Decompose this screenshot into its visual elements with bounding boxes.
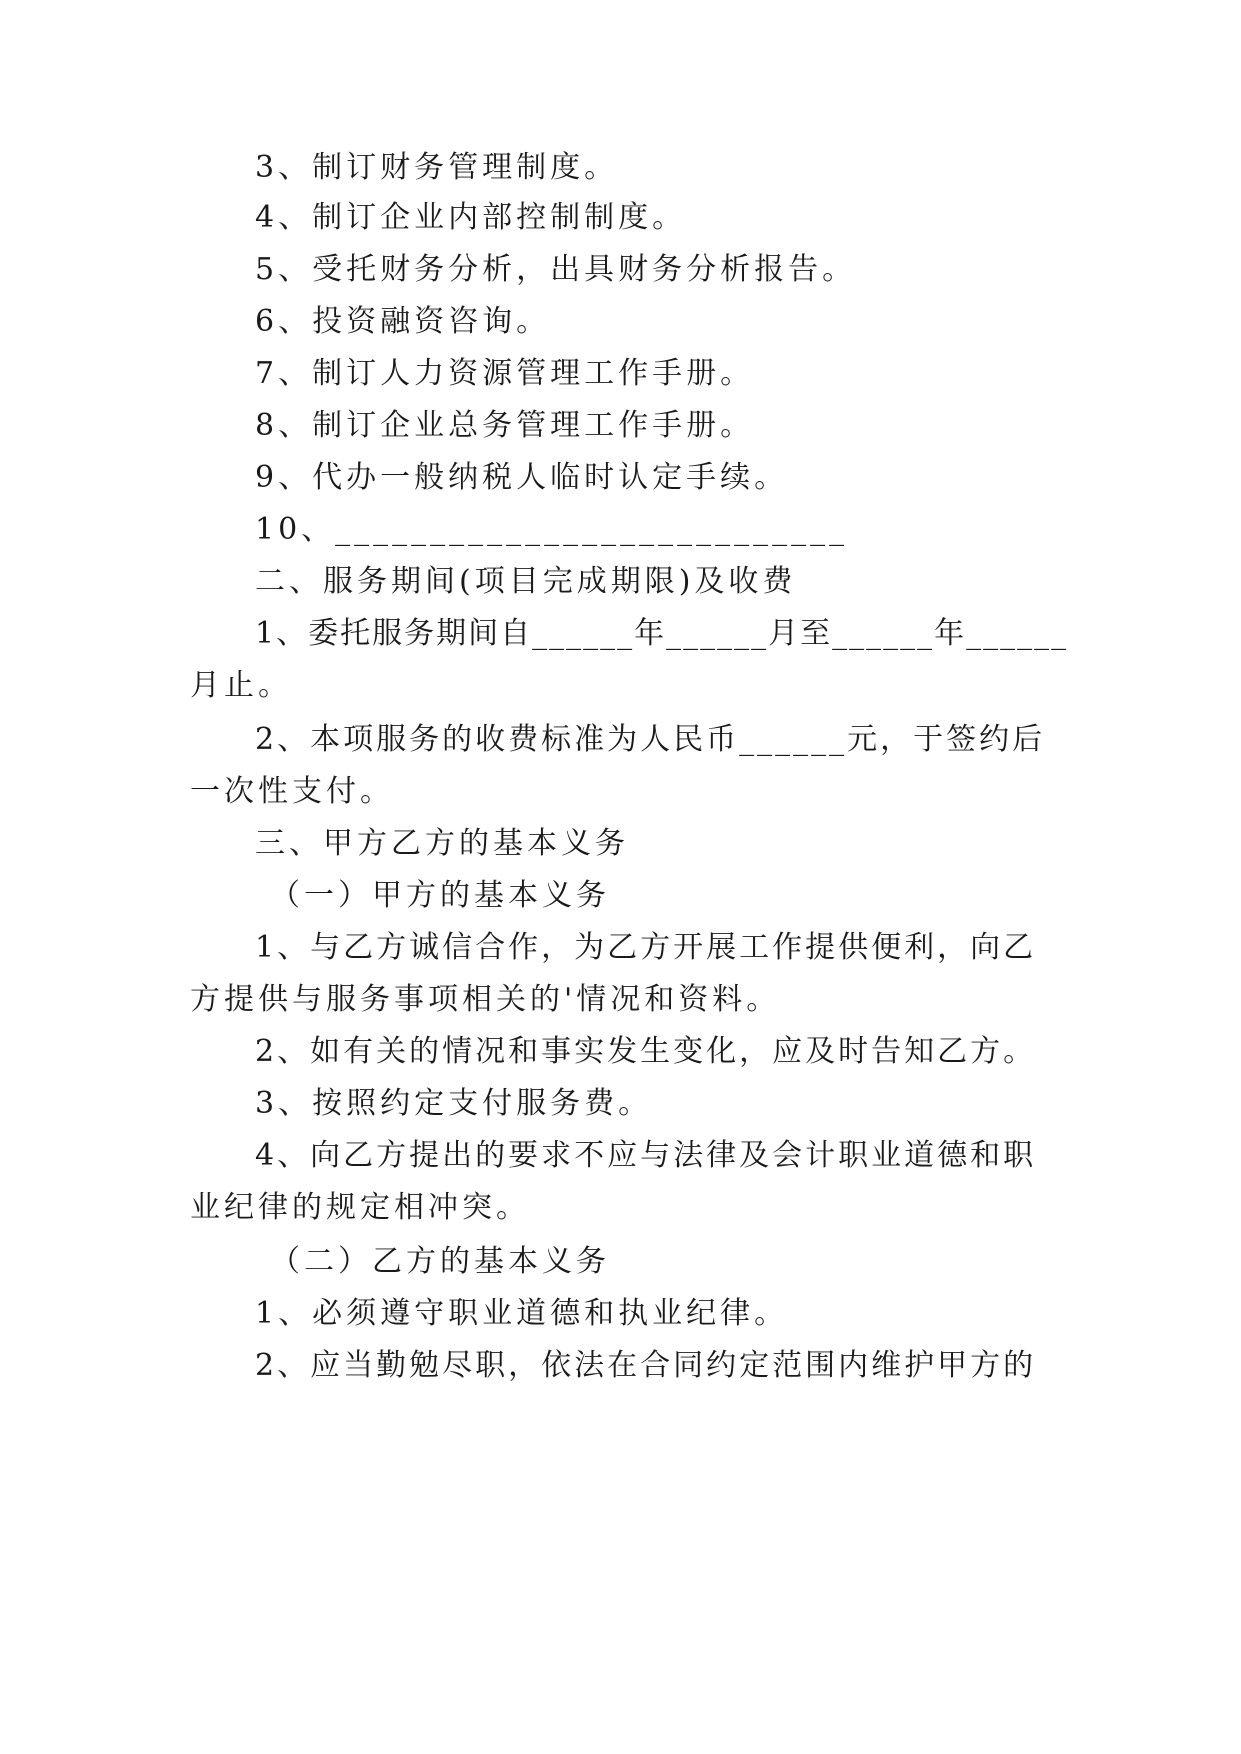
list-item-10: 10、___________________________ [255, 512, 849, 547]
list-item-9: 9、代办一般纳税人临时认定手续。 [255, 460, 789, 495]
list-item-8: 8、制订企业总务管理工作手册。 [255, 408, 755, 443]
obligation-a-1-cont: 方提供与服务事项相关的'情况和资料。 [190, 982, 781, 1017]
paragraph-service-period: 1、委托服务期间自______年______月至______年______ [255, 616, 1069, 651]
list-item-5: 5、受托财务分析，出具财务分析报告。 [255, 252, 857, 287]
paragraph-fee: 2、本项服务的收费标准为人民币______元，于签约后 [255, 722, 1046, 757]
section-heading-3: 三、甲方乙方的基本义务 [255, 826, 629, 861]
list-item-6: 6、投资融资咨询。 [255, 304, 551, 339]
obligation-a-1: 1、与乙方诚信合作，为乙方开展工作提供便利，向乙 [255, 930, 1037, 965]
obligation-a-4-cont: 业纪律的规定相冲突。 [190, 1190, 530, 1225]
obligation-a-4: 4、向乙方提出的要求不应与法律及会计职业道德和职 [255, 1138, 1037, 1173]
list-item-7: 7、制订人力资源管理工作手册。 [255, 356, 755, 391]
list-item-4: 4、制订企业内部控制制度。 [255, 200, 687, 235]
obligation-a-3: 3、按照约定支付服务费。 [255, 1086, 653, 1121]
paragraph-service-period-cont: 月止。 [190, 668, 292, 703]
obligation-b-2: 2、应当勤勉尽职，依法在合同约定范围内维护甲方的 [255, 1348, 1037, 1383]
subsection-heading-2: （二）乙方的基本义务 [270, 1244, 610, 1279]
paragraph-fee-cont: 一次性支付。 [190, 774, 394, 809]
obligation-b-1: 1、必须遵守职业道德和执业纪律。 [255, 1296, 789, 1331]
subsection-heading-1: （一）甲方的基本义务 [270, 878, 610, 913]
section-heading-2: 二、服务期间(项目完成期限)及收费 [255, 564, 797, 599]
list-item-3: 3、制订财务管理制度。 [255, 150, 619, 185]
obligation-a-2: 2、如有关的情况和事实发生变化，应及时告知乙方。 [255, 1034, 1037, 1069]
